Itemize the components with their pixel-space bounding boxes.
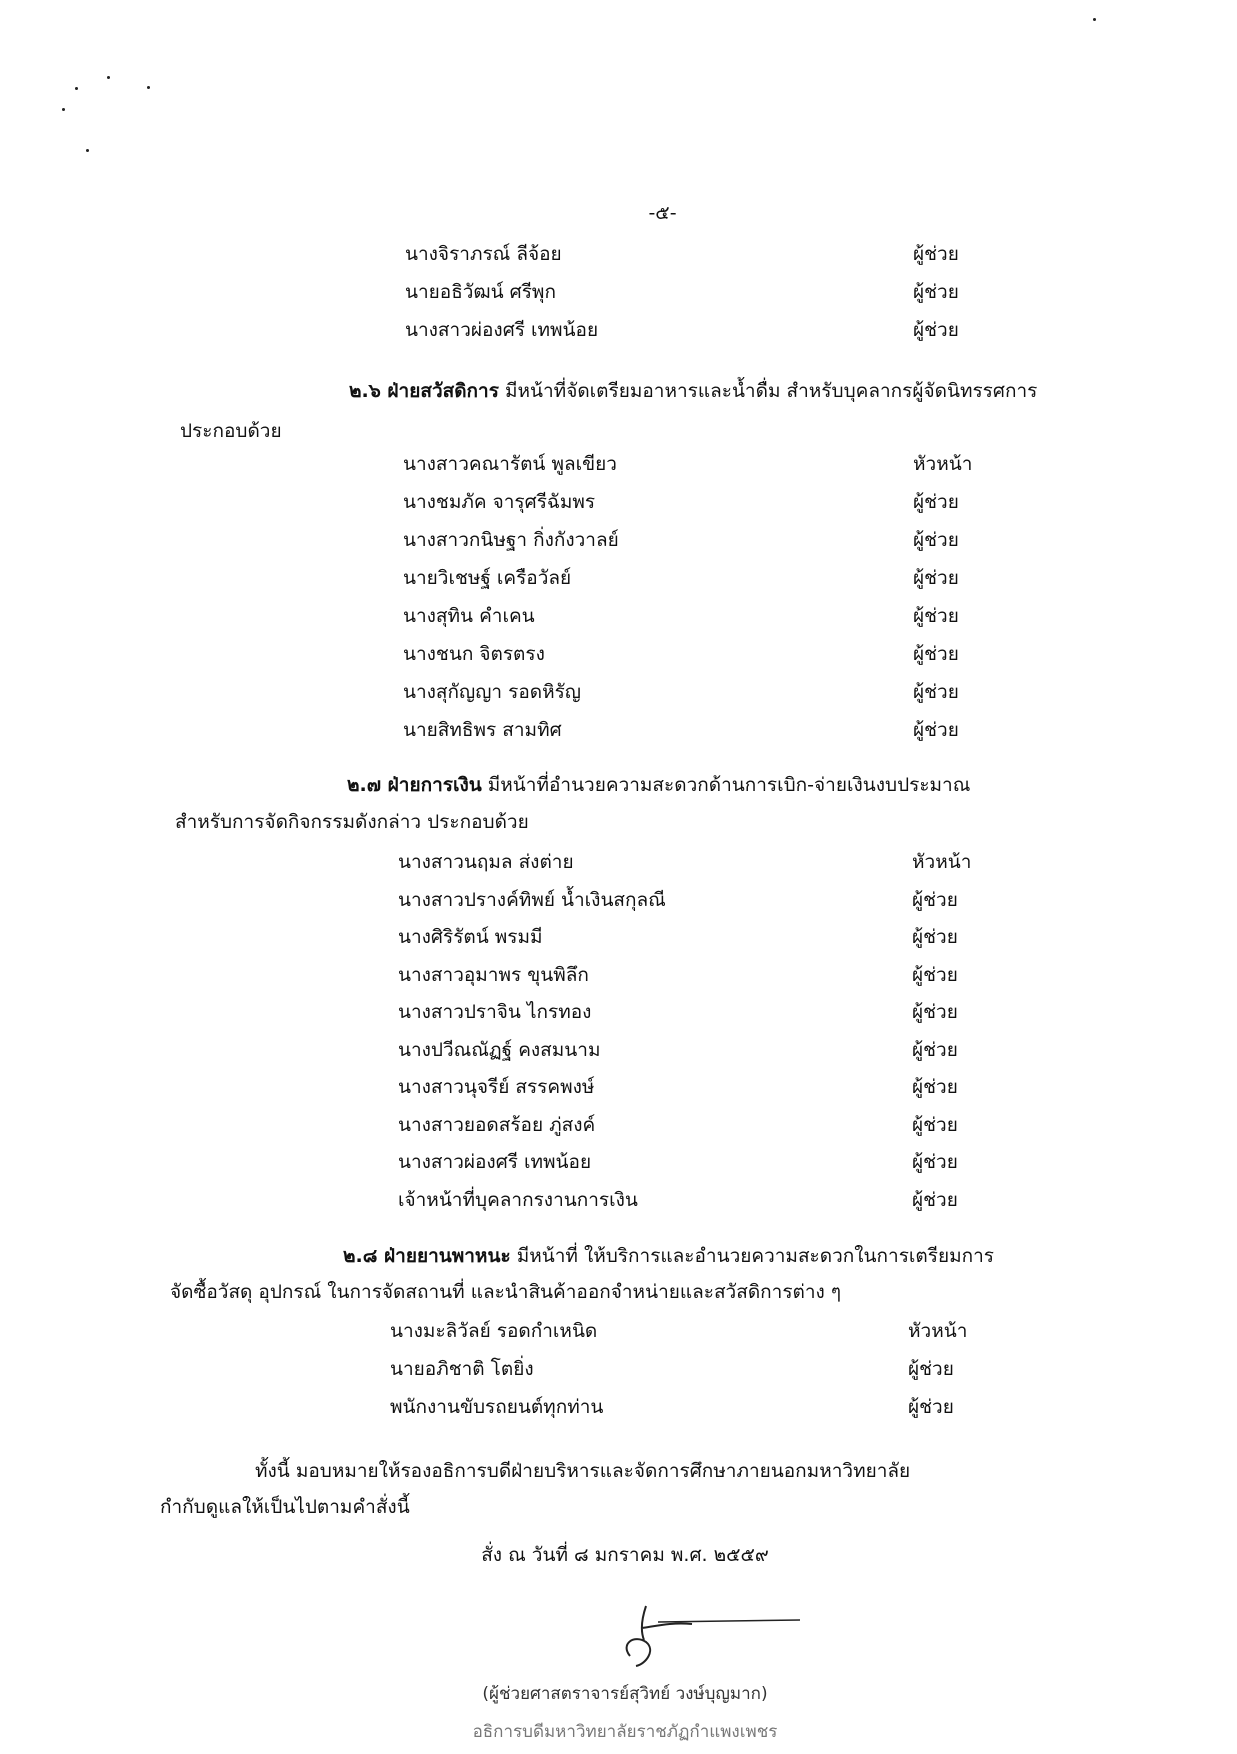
member-role: ผู้ช่วย [912, 1113, 958, 1136]
member-name: นางสาวกนิษฐา กิ่งกังวาลย์ [403, 529, 619, 551]
closing-paragraph-line2: กำกับดูแลให้เป็นไปตามคำสั่งนี้ [160, 1496, 410, 1518]
member-name: พนักงานขับรถยนต์ทุกท่าน [390, 1396, 604, 1418]
member-role: หัวหน้า [908, 1320, 968, 1342]
signer-position: อธิการบดีมหาวิทยาลัยราชภัฏกำแพงเพชร [472, 1722, 778, 1742]
member-name: เจ้าหน้าที่บุคลากรงานการเงิน [398, 1188, 638, 1211]
section-26-continuation: ประกอบด้วย [180, 420, 282, 442]
member-role: ผู้ช่วย [913, 281, 959, 303]
member-role: ผู้ช่วย [912, 1188, 958, 1211]
member-role: ผู้ช่วย [912, 1038, 958, 1061]
member-name: นางศิริรัตน์ พรมมี [398, 926, 543, 948]
member-role: ผู้ช่วย [913, 529, 959, 551]
order-date: สั่ง ณ วันที่ ๘ มกราคม พ.ศ. ๒๕๕๙ [481, 1544, 769, 1566]
signature-mark [600, 1600, 810, 1672]
member-name: นายอภิชาติ โตยิ่ง [390, 1358, 534, 1380]
section-26-text: มีหน้าที่จัดเตรียมอาหารและน้ำดื่ม สำหรับบุคลากรผู้จัดนิทรรศการ [498, 380, 1038, 402]
member-name: นางสาวคณารัตน์ พูลเขียว [403, 453, 617, 475]
section-28-title: ๒.๘ ฝ่ายยานพาหนะ [343, 1245, 511, 1267]
section-27-title: ๒.๗ ฝ่ายการเงิน [347, 774, 482, 796]
member-role: ผู้ช่วย [913, 719, 959, 741]
member-name: นายวิเชษฐ์ เครือวัลย์ [403, 567, 572, 589]
member-name: นางสุทิน คำเคน [403, 605, 535, 627]
section-28-text: มีหน้าที่ ให้บริการและอำนวยความสะดวกในการเตรียมการ [510, 1245, 994, 1267]
member-name: นางสุกัญญา รอดหิรัญ [403, 681, 581, 703]
section-28-continuation: จัดซื้อวัสดุ อุปกรณ์ ในการจัดสถานที่ และนำสินค้าออกจำหน่ายและสวัสดิการต่าง ๆ [170, 1281, 842, 1303]
member-role: ผู้ช่วย [912, 888, 958, 911]
signer-name: (ผู้ช่วยศาสตราจารย์สุวิทย์ วงษ์บุญมาก) [482, 1684, 768, 1704]
member-role: ผู้ช่วย [912, 1151, 958, 1173]
closing-paragraph-line1: ทั้งนี้ มอบหมายให้รองอธิการบดีฝ่ายบริหารและจัดการศึกษาภายนอกมหาวิทยาลัย [255, 1460, 911, 1482]
member-role: ผู้ช่วย [913, 567, 959, 589]
member-name: นางสาวปราจิน ไกรทอง [398, 1001, 592, 1023]
member-role: หัวหน้า [913, 453, 973, 475]
section-27-continuation: สำหรับการจัดกิจกรรมดังกล่าว ประกอบด้วย [175, 811, 529, 833]
section-26-heading [349, 372, 1037, 410]
member-role: ผู้ช่วย [908, 1396, 954, 1418]
member-role: ผู้ช่วย [912, 963, 958, 986]
speck-mark [62, 108, 65, 111]
member-name: นายอธิวัฒน์ ศรีพุก [405, 281, 556, 303]
member-role: ผู้ช่วย [913, 681, 959, 703]
member-name: นางสาวปรางค์ทิพย์ น้ำเงินสกุลณี [398, 888, 666, 911]
member-role: ผู้ช่วย [913, 319, 959, 341]
speck-mark [107, 76, 110, 79]
member-name: นางจิราภรณ์ ลีจ้อย [405, 243, 562, 265]
section-26-title: ๒.๖ ฝ่ายสวัสดิการ [349, 380, 499, 402]
member-name: นางสาวผ่องศรี เทพน้อย [405, 319, 599, 341]
member-name: นางชนก จิตรตรง [403, 643, 545, 665]
member-name: นางมะลิวัลย์ รอดกำเหนิด [390, 1320, 598, 1342]
member-role: ผู้ช่วย [913, 605, 959, 627]
speck-mark [86, 149, 89, 152]
section-28-heading [343, 1237, 994, 1275]
member-role: ผู้ช่วย [913, 491, 959, 513]
member-name: นางสาวนฤมล ส่งต่าย [398, 851, 574, 873]
member-name: นางชมภัค จารุศรีฉัมพร [403, 491, 596, 513]
member-role: ผู้ช่วย [912, 1076, 958, 1098]
page-number: -๕- [648, 202, 677, 224]
member-role: ผู้ช่วย [913, 243, 959, 265]
member-role: หัวหน้า [912, 851, 972, 873]
member-role: ผู้ช่วย [912, 926, 958, 948]
member-name: นางสาวยอดสร้อย ภู่สงค์ [398, 1113, 596, 1136]
speck-mark [75, 87, 78, 90]
section-27-text: มีหน้าที่อำนวยความสะดวกด้านการเบิก-จ่ายเงินงบประมาณ [481, 774, 971, 796]
speck-mark [1093, 18, 1096, 21]
speck-mark [147, 86, 150, 89]
member-name: นางสาวผ่องศรี เทพน้อย [398, 1151, 592, 1173]
member-name: นางปวีณณัฏฐ์ คงสมนาม [398, 1038, 601, 1061]
member-name: นายสิทธิพร สามทิศ [403, 719, 562, 741]
member-name: นางสาวนุจรีย์ สรรคพงษ์ [398, 1076, 595, 1098]
member-role: ผู้ช่วย [912, 1001, 958, 1023]
member-role: ผู้ช่วย [908, 1358, 954, 1380]
member-name: นางสาวอุมาพร ขุนพิลึก [398, 963, 589, 986]
section-27-heading [347, 766, 970, 804]
member-role: ผู้ช่วย [913, 643, 959, 665]
